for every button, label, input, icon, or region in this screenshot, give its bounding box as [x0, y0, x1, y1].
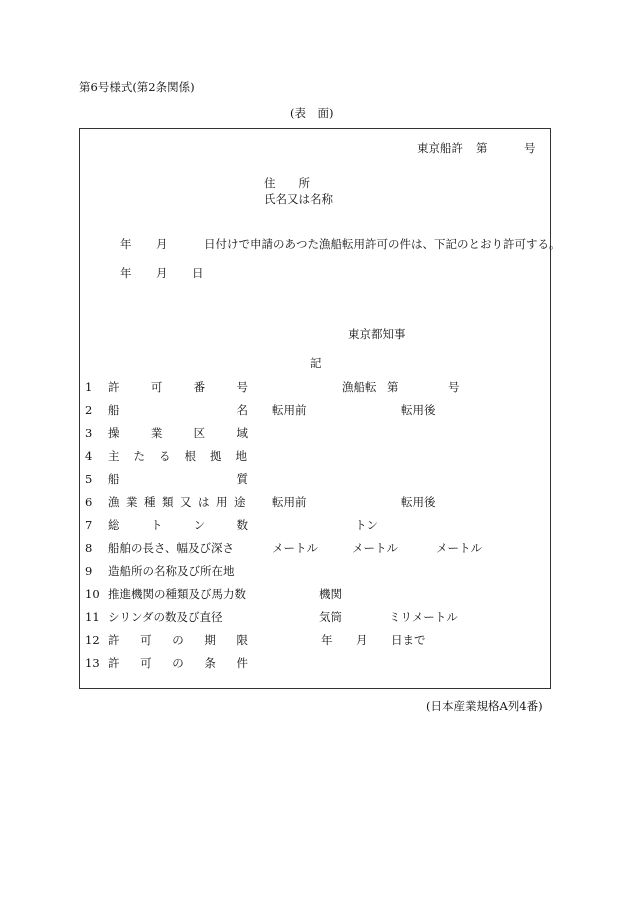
stmt-month: 月 [156, 237, 168, 251]
item-label: 船 質 [108, 472, 248, 486]
item-value: メートル [436, 541, 482, 555]
item-label: シリンダの数及び直径 [108, 610, 223, 624]
item-label: 許 可 の 条 件 [108, 656, 248, 670]
item-no: 5 [85, 472, 93, 486]
item-label: 総 ト ン 数 [108, 518, 248, 532]
item-value: トン [355, 518, 378, 532]
stmt-text: 日付けで申請のあつた漁船転用許可の件は、下記のとおり許可する。 [204, 237, 561, 251]
stmt-year: 年 [120, 237, 132, 251]
item-value: 月 [356, 633, 368, 647]
item-value: メートル [272, 541, 318, 555]
permit-go: 号 [524, 141, 536, 155]
date-month: 月 [156, 266, 168, 280]
item-label: 許 可 の 期 限 [108, 633, 248, 647]
name-label: 氏名又は名称 [264, 192, 333, 206]
item-no: 13 [85, 656, 100, 670]
item-value: ミリメートル [389, 610, 458, 624]
item-value: 転用後 [401, 403, 436, 417]
item-no: 9 [85, 564, 93, 578]
side-label: (表 面) [290, 106, 334, 120]
form-label: 第6号様式(第2条関係) [79, 80, 195, 94]
item-value: 気筒 [319, 610, 342, 624]
item-value: 年 [321, 633, 333, 647]
item-label: 漁業種類又は用途 [108, 495, 252, 509]
address-label: 住 所 [264, 176, 310, 190]
item-label: 船舶の長さ、幅及び深さ [108, 541, 235, 555]
item-no: 12 [85, 633, 100, 647]
item-value: 転用前 [272, 495, 307, 509]
permit-dai: 第 [476, 141, 488, 155]
item-no: 3 [85, 426, 93, 440]
item-no: 2 [85, 403, 93, 417]
item-value: 日まで [391, 633, 426, 647]
item-no: 7 [85, 518, 93, 532]
item-label: 操 業 区 域 [108, 426, 248, 440]
item-value: 転用後 [401, 495, 436, 509]
item-no: 1 [85, 380, 93, 394]
item-value: 号 [448, 380, 460, 394]
item-no: 8 [85, 541, 93, 555]
item-label: 船 名 [108, 403, 248, 417]
item-label: 許 可 番 号 [108, 380, 248, 394]
date-year: 年 [120, 266, 132, 280]
footer-note: (日本産業規格A列4番) [426, 699, 543, 713]
ki: 記 [310, 356, 322, 370]
item-value: 漁船転 [342, 380, 377, 394]
item-value: メートル [352, 541, 398, 555]
item-label: 造船所の名称及び所在地 [108, 564, 235, 578]
item-no: 11 [85, 610, 100, 624]
item-value: 機関 [319, 587, 342, 601]
signer: 東京都知事 [348, 327, 406, 341]
permit-prefix: 東京船許 [417, 141, 463, 155]
item-no: 6 [85, 495, 93, 509]
item-value: 転用前 [272, 403, 307, 417]
item-label: 主たる根拠地 [108, 449, 261, 463]
date-day: 日 [192, 266, 204, 280]
item-no: 4 [85, 449, 93, 463]
item-no: 10 [85, 587, 100, 601]
item-value: 第 [387, 380, 399, 394]
item-label: 推進機関の種類及び馬力数 [108, 587, 246, 601]
